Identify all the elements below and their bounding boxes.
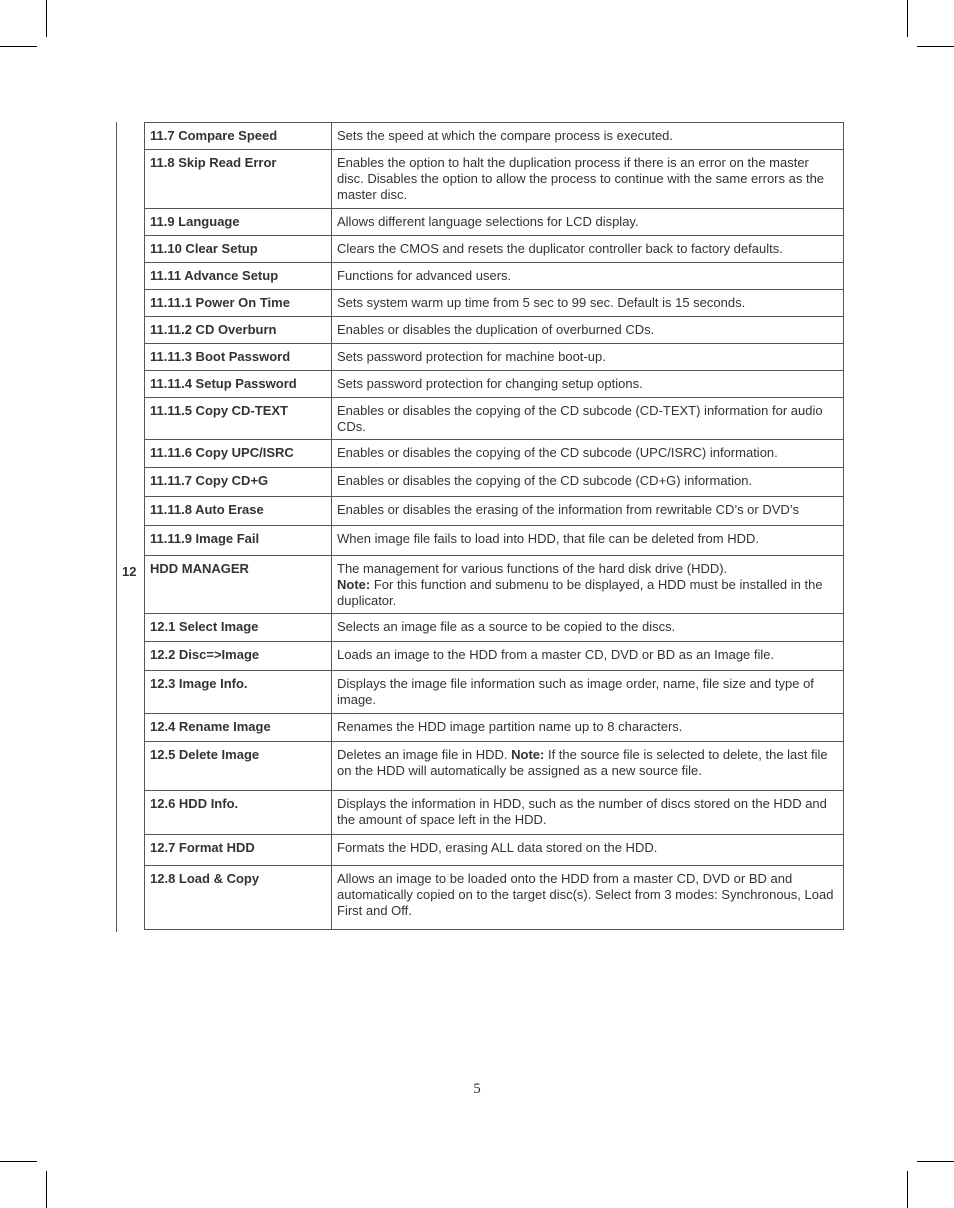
item-name: 11.11.7 Copy CD+G <box>145 468 332 497</box>
item-name: 11.11.8 Auto Erase <box>145 497 332 526</box>
item-name: 11.11.6 Copy UPC/ISRC <box>145 440 332 468</box>
item-description <box>332 556 844 614</box>
page-number: 5 <box>473 1081 481 1097</box>
description-text: Deletes an image file in HDD. <box>337 747 512 762</box>
table-row <box>145 866 844 930</box>
item-description: Functions for advanced users. <box>332 263 844 290</box>
crop-mark <box>0 1161 37 1162</box>
item-description: Formats the HDD, erasing ALL data stored on the HDD. <box>332 835 844 866</box>
item-name: 12.4 Rename Image <box>145 714 332 742</box>
item-name: 12.3 Image Info. <box>145 671 332 714</box>
item-name: 12.2 Disc=>Image <box>145 642 332 671</box>
item-name: 11.11.3 Boot Password <box>145 344 332 371</box>
table-row <box>145 236 844 263</box>
table-row <box>145 835 844 866</box>
table-row-delete-image <box>145 742 844 791</box>
table-row <box>145 526 844 556</box>
table-row <box>145 614 844 642</box>
item-name: 11.11 Advance Setup <box>145 263 332 290</box>
crop-mark <box>917 46 954 47</box>
table-row <box>145 344 844 371</box>
item-name: 12.1 Select Image <box>145 614 332 642</box>
item-name: 12.6 HDD Info. <box>145 791 332 835</box>
section-column-line <box>116 122 117 932</box>
item-name: 11.11.2 CD Overburn <box>145 317 332 344</box>
section-number: 12 <box>122 564 137 579</box>
table-row <box>145 263 844 290</box>
note-label: Note: <box>337 577 371 592</box>
item-description: Enables or disables the erasing of the information from rewritable CD’s or DVD’s <box>332 497 844 526</box>
table-row <box>145 642 844 671</box>
item-description: Sets system warm up time from 5 sec to 99 sec. Default is 15 seconds. <box>332 290 844 317</box>
table-row <box>145 150 844 209</box>
item-description: Sets password protection for machine boot-up. <box>332 344 844 371</box>
table-row <box>145 371 844 398</box>
table-row <box>145 290 844 317</box>
item-name: 11.11.4 Setup Password <box>145 371 332 398</box>
settings-table <box>144 122 844 930</box>
item-name: 11.11.9 Image Fail <box>145 526 332 556</box>
item-name: 12.5 Delete Image <box>145 742 332 791</box>
item-name: 11.11.5 Copy CD-TEXT <box>145 398 332 440</box>
table-row <box>145 440 844 468</box>
item-description <box>332 742 844 791</box>
crop-mark <box>917 1161 954 1162</box>
table-row <box>145 671 844 714</box>
item-description: Sets the speed at which the compare process is executed. <box>332 123 844 150</box>
item-name: 11.11.1 Power On Time <box>145 290 332 317</box>
table-row-hdd-manager <box>145 556 844 614</box>
item-description: Enables or disables the duplication of overburned CDs. <box>332 317 844 344</box>
item-name: 11.7 Compare Speed <box>145 123 332 150</box>
item-name: 12.7 Format HDD <box>145 835 332 866</box>
note-text: For this function and submenu to be displayed, a HDD must be installed in the duplicator. <box>337 577 823 608</box>
item-description: Displays the information in HDD, such as the number of discs stored on the HDD and the amount of space left in the HDD. <box>332 791 844 835</box>
item-description: When image file fails to load into HDD, that file can be deleted from HDD. <box>332 526 844 556</box>
item-description: Renames the HDD image partition name up to 8 characters. <box>332 714 844 742</box>
table-row <box>145 714 844 742</box>
item-description: Sets password protection for changing setup options. <box>332 371 844 398</box>
item-description: Allows an image to be loaded onto the HDD from a master CD, DVD or BD and automatically copied on to the target disc(s). Select from 3 modes: Synchronous, Load First and Off. <box>332 866 844 930</box>
item-description: Enables the option to halt the duplication process if there is an error on the master disc. Disables the option to allow the process to continue with the same errors as the master disc. <box>332 150 844 209</box>
item-description: Selects an image file as a source to be copied to the discs. <box>332 614 844 642</box>
note-label: Note: <box>511 747 545 762</box>
item-description: Displays the image file information such as image order, name, file size and type of image. <box>332 671 844 714</box>
item-description: Loads an image to the HDD from a master CD, DVD or BD as an Image file. <box>332 642 844 671</box>
item-description: Clears the CMOS and resets the duplicator controller back to factory defaults. <box>332 236 844 263</box>
table-row <box>145 791 844 835</box>
table-row <box>145 398 844 440</box>
crop-mark <box>0 46 37 47</box>
item-description: Enables or disables the copying of the CD subcode (CD-TEXT) information for audio CDs. <box>332 398 844 440</box>
description-line: The management for various functions of the hard disk drive (HDD). <box>337 561 728 576</box>
description-text: If the source file is selected to delete, the last file on the HDD will automatically be assigned as a new source file. <box>337 747 828 778</box>
crop-mark <box>46 1171 47 1208</box>
item-name: 11.9 Language <box>145 209 332 236</box>
item-name: HDD MANAGER <box>145 556 332 614</box>
crop-mark <box>46 0 47 37</box>
table-row <box>145 209 844 236</box>
table-row <box>145 497 844 526</box>
item-description: Allows different language selections for LCD display. <box>332 209 844 236</box>
item-description: Enables or disables the copying of the CD subcode (UPC/ISRC) information. <box>332 440 844 468</box>
item-name: 12.8 Load & Copy <box>145 866 332 930</box>
table-row <box>145 123 844 150</box>
item-name: 11.8 Skip Read Error <box>145 150 332 209</box>
table-row <box>145 468 844 497</box>
item-description: Enables or disables the copying of the CD subcode (CD+G) information. <box>332 468 844 497</box>
table-row <box>145 317 844 344</box>
crop-mark <box>907 1171 908 1208</box>
crop-mark <box>907 0 908 37</box>
item-name: 11.10 Clear Setup <box>145 236 332 263</box>
